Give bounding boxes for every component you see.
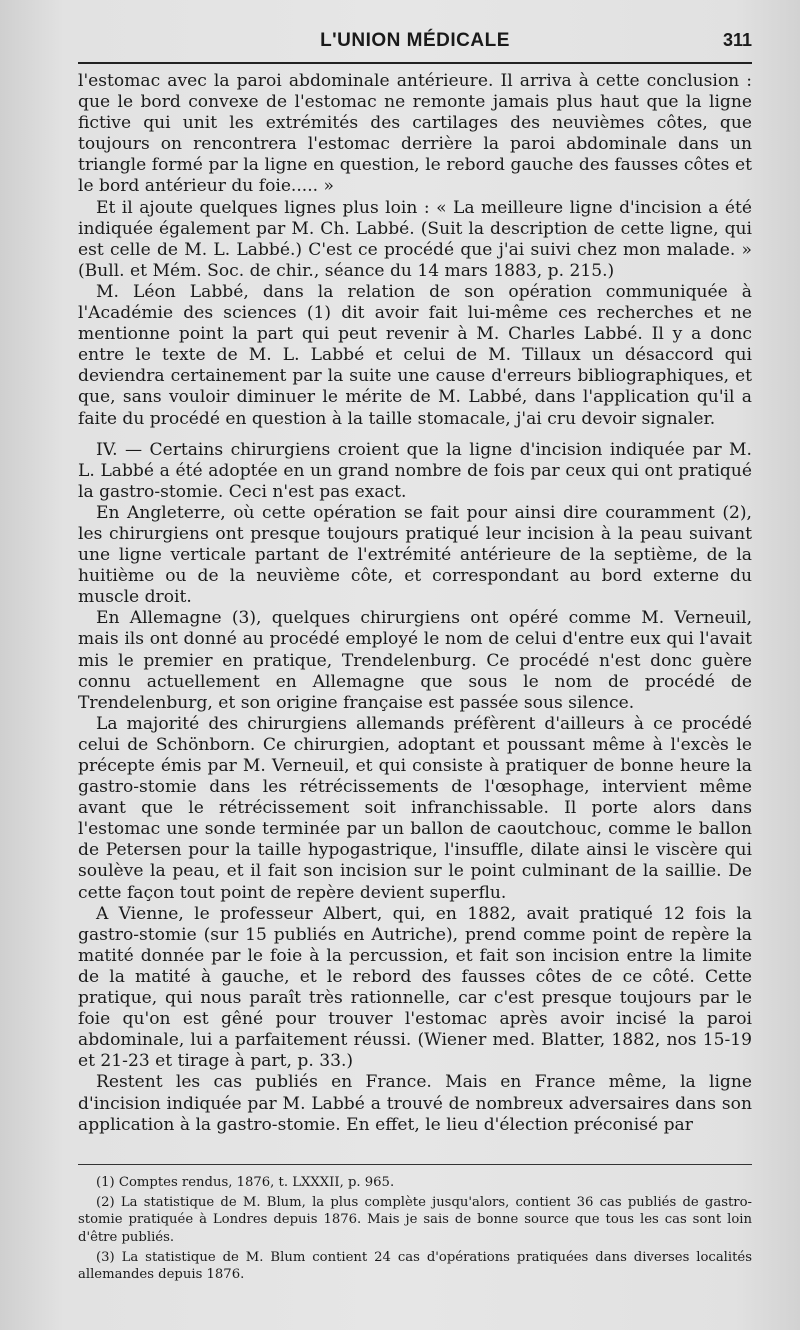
paragraph: En Angleterre, où cette opération se fait pour ainsi dire couramment (2), les chirurgiens ont presque toujours pratiqué leur incision à la peau suivant une ligne verticale partant de l'extrémité antérieure de la septième, de la huitième ou de la neuvième côte, et correspondant au bord externe du muscle droit.	[78, 502, 752, 608]
footnote-rule	[78, 1164, 752, 1165]
footnote: (3) La statistique de M. Blum contient 24 cas d'opérations pratiquées dans diverses localités allemandes depuis 1876.	[78, 1249, 752, 1283]
body-text	[78, 71, 752, 1136]
running-title: L'UNION MÉDICALE	[320, 30, 510, 51]
paragraph: En Allemagne (3), quelques chirurgiens ont opéré comme M. Verneuil, mais ils ont donné au procédé employé le nom de celui d'entre eux qui l'avait mis le premier en pratique, Trendelenburg. Ce procédé n'est donc guère connu actuellement en Allemagne que sous le nom de procédé de Trendelenburg, et son origine française est passée sous silence.	[78, 608, 752, 713]
footnote: (2) La statistique de M. Blum, la plus complète jusqu'alors, contient 36 cas publiés de gastro-stomie pratiquée à Londres depuis 1876. Mais je sais de bonne source que tous les cas sont loin d'être publiés.	[78, 1195, 752, 1245]
paragraph: Restent les cas publiés en France. Mais en France même, la ligne d'incision indiquée par M. Labbé a trouvé de nombreux adversaires dans son application à la gastro-stomie. En effet, le lieu d'élection préconisé par	[78, 1072, 752, 1135]
footnotes	[78, 1174, 752, 1286]
paragraph: l'estomac avec la paroi abdominale antérieure. Il arriva à cette conclusion : que le bord convexe de l'estomac ne remonte jamais plus haut que la ligne fictive qui unit les extrémités des cartilages des neuvièmes côtes, que toujours on rencontrera l'estomac derrière la paroi abdominale dans un triangle formé par la ligne en question, le rebord gauche des fausses côtes et le bord antérieur du foie..... »	[78, 71, 752, 197]
paragraph: Et il ajoute quelques lignes plus loin : « La meilleure ligne d'incision a été indiquée également par M. Ch. Labbé. (Suit la description de cette ligne, qui est celle de M. L. Labbé.) C'est ce procédé que j'ai suivi chez mon malade. » (Bull. et Mém. Soc. de chir., séance du 14 mars 1883, p. 215.)	[78, 197, 752, 281]
paragraph: A Vienne, le professeur Albert, qui, en 1882, avait pratiqué 12 fois la gastro-stomie (sur 15 publiés en Autriche), prend comme point de repère la matité donnée par le foie à la percussion, et fait son incision entre la limite de la matité à gauche, et le rebord des fausses côtes de ce côté. Cette pratique, qui nous paraît très rationnelle, car c'est presque toujours par le foie qu'on est gêné pour trouver l'estomac après avoir incisé la paroi abdominale, lui a parfaitement réussi. (Wiener med. Blatter, 1882, nos 15-19 et 21-23 et tirage à part, p. 33.)	[78, 903, 752, 1072]
section-spacer	[78, 430, 752, 440]
paragraph: La majorité des chirurgiens allemands préfèrent d'ailleurs à ce procédé celui de Schönborn. Ce chirurgien, adoptant et poussant même à l'excès le précepte émis par M. Verneuil, et qui consiste à pratiquer de bonne heure la gastro-stomie dans les rétrécissements de l'œsophage, intervient même avant que le rétrécissement soit infranchissable. Il porte alors dans l'estomac une sonde terminée par un ballon de caoutchouc, comme le ballon de Petersen pour la taille hypogastrique, l'insuffle, dilate ainsi le viscère qui soulève la peau, et il fait son incision sur le point culminant de la saillie. De cette façon tout point de repère devient superflu.	[78, 713, 752, 903]
header-rule	[78, 62, 752, 64]
footnote: (1) Comptes rendus, 1876, t. LXXXII, p. 965.	[96, 1175, 395, 1190]
paragraph: M. Léon Labbé, dans la relation de son opération communiquée à l'Académie des sciences (1) dit avoir fait lui-même ces recherches et ne mentionne point la part qui peut revenir à M. Charles Labbé. Il y a donc entre le texte de M. L. Labbé et celui de M. Tillaux un désaccord qui deviendra certainement par la suite une cause d'erreurs bibliographiques, et que, sans vouloir diminuer le mérite de M. Labbé, dans l'application qu'il a faite du procédé en question à la taille stomacale, j'ai cru devoir signaler.	[78, 281, 752, 429]
page-header	[78, 26, 752, 56]
paragraph: IV. — Certains chirurgiens croient que la ligne d'incision indiquée par M. L. Labbé a été adoptée en un grand nombre de fois par ceux qui ont pratiqué la gastro-stomie. Ceci n'est pas exact.	[78, 439, 752, 502]
page-number: 311	[722, 30, 752, 50]
